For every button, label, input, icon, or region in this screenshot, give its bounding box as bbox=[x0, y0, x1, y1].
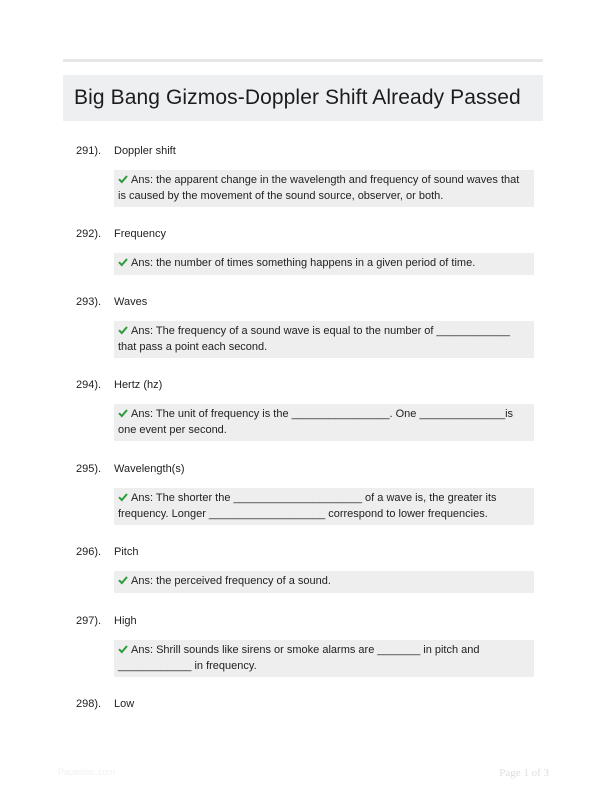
checkmark-icon bbox=[118, 257, 128, 267]
answer-text: Ans: Shrill sounds like sirens or smoke alarms are _______ in pitch and ____________ in frequency. bbox=[118, 644, 480, 672]
answer-box bbox=[114, 488, 534, 525]
question-number: 296). bbox=[76, 546, 102, 558]
answer-text: Ans: The unit of frequency is the ________________. One ______________is one event per second. bbox=[118, 408, 514, 436]
question-term: Frequency bbox=[114, 228, 166, 240]
answer-text: Ans: the perceived frequency of a sound. bbox=[131, 575, 331, 587]
answer-box bbox=[114, 571, 534, 593]
question-term: Low bbox=[114, 698, 135, 710]
question-term: Wavelength(s) bbox=[114, 463, 185, 475]
question-term: Hertz (hz) bbox=[114, 379, 163, 391]
question-number: 292). bbox=[76, 228, 102, 240]
answer-text: Ans: The frequency of a sound wave is equal to the number of ____________ that pass a point each second. bbox=[118, 325, 510, 353]
question-term: High bbox=[114, 615, 137, 627]
question-number: 291). bbox=[76, 145, 102, 157]
checkmark-icon bbox=[118, 174, 128, 184]
answer-box bbox=[114, 640, 534, 677]
page-title: Big Bang Gizmos-Doppler Shift Already Passed bbox=[74, 86, 521, 109]
checkmark-icon bbox=[118, 644, 128, 654]
question-term: Doppler shift bbox=[114, 145, 176, 157]
answer-box bbox=[114, 170, 534, 207]
answer-box bbox=[114, 404, 534, 441]
title-banner bbox=[63, 75, 543, 121]
watermark-text: Paperblic.com bbox=[58, 767, 116, 777]
question-number: 297). bbox=[76, 615, 102, 627]
page-indicator: Page 1 of 3 bbox=[499, 767, 549, 779]
answer-box bbox=[114, 253, 534, 275]
question-number: 293). bbox=[76, 296, 102, 308]
answer-text: Ans: the apparent change in the wavelength and frequency of sound waves that is caused by the movement of the sound source, observer, or both. bbox=[118, 174, 520, 202]
checkmark-icon bbox=[118, 408, 128, 418]
question-number: 298). bbox=[76, 698, 102, 710]
question-number: 295). bbox=[76, 463, 102, 475]
top-divider bbox=[63, 59, 543, 62]
answer-text: Ans: the number of times something happens in a given period of time. bbox=[131, 257, 476, 269]
checkmark-icon bbox=[118, 492, 128, 502]
question-number: 294). bbox=[76, 379, 102, 391]
checkmark-icon bbox=[118, 575, 128, 585]
question-term: Waves bbox=[114, 296, 148, 308]
checkmark-icon bbox=[118, 325, 128, 335]
answer-text: Ans: The shorter the _____________________ of a wave is, the greater its frequency. Longer ___________________ correspond to lower frequencies. bbox=[118, 492, 497, 520]
question-term: Pitch bbox=[114, 546, 139, 558]
answer-box bbox=[114, 321, 534, 358]
